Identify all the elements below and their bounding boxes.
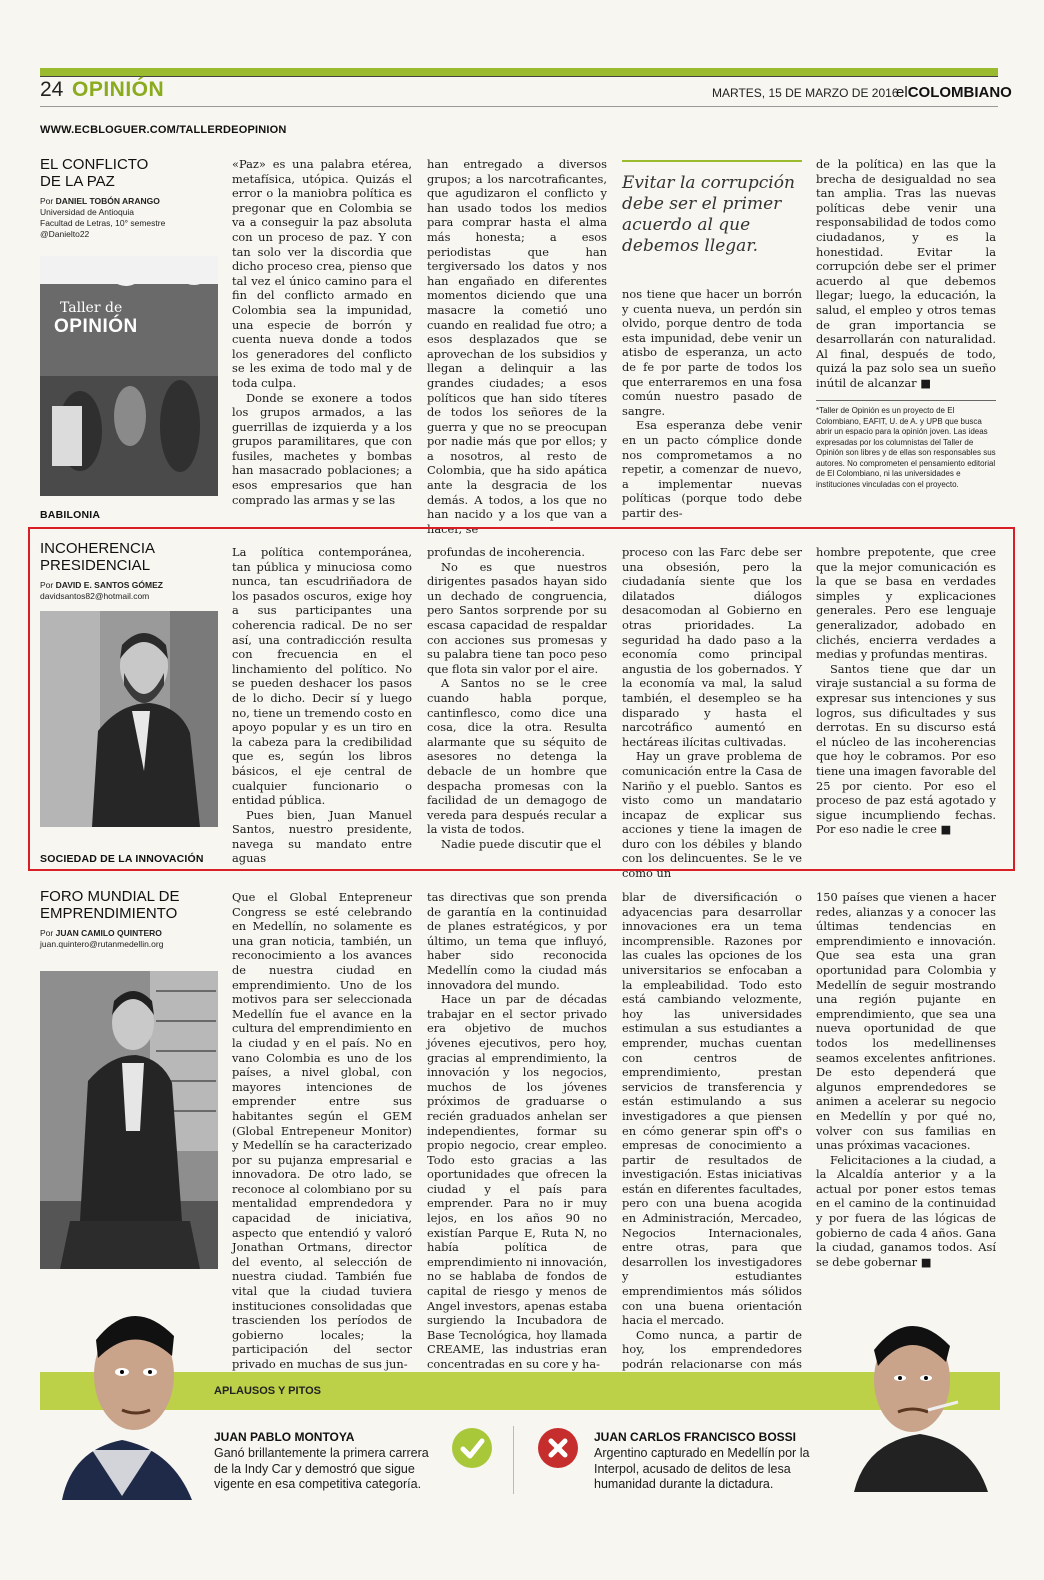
x-icon	[538, 1428, 578, 1468]
author-photo-quintero	[40, 971, 218, 1269]
newspaper-brand	[896, 84, 1012, 101]
article1-footnote: *Taller de Opinión es un proyecto de El Colombiano, EAFIT, U. de A. y UPB que busca abrir un espacio para la opinión joven. Las ideas expresadas por los columnistas del Taller de Opinión son libres y de ellas son responsables sus autores. No comprometen el pensamiento editorial de El Colombiano, ni las universidades e instituciones vinculadas con el proyecto.	[816, 406, 996, 489]
article2-email[interactable]: davidsantos82@hotmail.com	[40, 591, 150, 601]
article3-paragraph: blar de diversificación o adyacencias para desarrollar innovaciones era un tema incomprensible. Razones por las cuales las opciones de los universitarios se enfocaban a la empleabilidad. Todo esto está cambiando velozmente, hoy las universidades estimulan a sus estudiantes a emprender, muchas cuentan con centros de emprendimiento, prestan servicios de transferencia y están estimulando a sus investigadores a que piensen en cómo generar spin off's o empresas de conocimiento a partir de resultados de investigación. Estas iniciativas están en diferentes facultades, pero con una buena acogida en Administración, Mercadeo, Negocios Internacionales, entre otras, para que desarrollen los investigadores y estudiantes emprendimientos más sólidos con una buena orientación hacia el mercado.	[622, 890, 802, 1328]
article1-affiliation2: Facultad de Letras, 10° semestre	[40, 218, 166, 228]
article1-kicker: BABILONIA	[40, 509, 101, 521]
x-icon-glyph	[538, 1428, 578, 1468]
article3-email[interactable]: juan.quintero@rutanmedellin.org	[40, 939, 164, 949]
article2-paragraph: No es que nuestros dirigentes pasados hayan sido un dechado de congruencia, pero Santos sorprende por su escasa capacidad de respaldar con acciones sus promesas y su palabra tiene tan poco peso que flota sin valor por el aire.	[427, 559, 607, 676]
article3-byline	[40, 928, 218, 939]
article1-column3	[622, 287, 802, 521]
article3-paragraph: Como nunca, a partir de hoy, los emprendedores podrán relacionarse con más	[622, 1327, 802, 1371]
author-portrait-quintero	[40, 971, 218, 1269]
whistle-name: JUAN CARLOS FRANCISCO BOSSI	[594, 1430, 797, 1444]
article1-column1	[232, 157, 412, 507]
article1-byline	[40, 196, 218, 207]
article2-title-line2: PRESIDENCIAL	[40, 557, 151, 574]
article3-column2	[427, 890, 607, 1372]
article2-column3	[622, 545, 802, 881]
article3-column1	[232, 890, 412, 1372]
article1-title	[40, 156, 218, 190]
applause-name: JUAN PABLO MONTOYA	[214, 1430, 355, 1444]
article3-title	[40, 888, 218, 922]
article2-paragraph: A Santos no se le cree cuando habla porque, cantinflesco, como dice una cosa, dice la otra. Resulta alarmante que su séquito de asesores no detenga la debacle de un hombre que despacha promesas con la facilidad de un demagogo de vereda para después recular a la vista de todos.	[427, 676, 607, 837]
article2-paragraph: Pues bien, Juan Manuel Santos, nuestro presidente, navega su mandato entre aguas	[232, 807, 412, 866]
issue-date: MARTES, 15 DE MARZO DE 2016	[712, 86, 899, 100]
pullquote-rule	[622, 160, 802, 162]
article1-column4	[816, 157, 996, 391]
article1-paragraph: Donde se exonere a todos los grupos armados, a las guerrillas de izquierda y a los grupos paramilitares, que con fusiles, machetes y bombas han masacrado poblaciones; a esos empresarios que han comprado las armas y se las	[232, 390, 412, 507]
taller-de-opinion-illustration	[40, 256, 218, 496]
article3-sidebar	[40, 888, 218, 950]
article2-paragraph: La política contemporánea, tan pública y minuciosa como nunca, tan escudriñadora de los pasados oscuros, exige hoy a sus participantes una coherencia radical. De no ser así, una contradicción resulta con frecuencia en el linchamiento del político. No se pueden deshacer los pasos de lo dicho. Decir sí y luego no, tiene un tremendo costo en apoyo popular y es un tiro en la cabeza para la credibilidad que es, según los libros básicos, el eje central de cualquier funcionario o entidad pública.	[232, 545, 413, 808]
article1-title-line2: DE LA PAZ	[40, 173, 115, 190]
applause-text: Ganó brillantemente la primera carrera de la Indy Car y demostró que sigue vigente en esa competitiva categoría.	[214, 1446, 429, 1491]
article1-title-line1: EL CONFLICTO	[40, 156, 149, 173]
aplausos-divider	[513, 1426, 514, 1494]
article1-paragraph: han entregado a diversos grupos; a los narcotraficantes, que agudizaron el conflicto y han usado todos los medios para comprar hasta el alma más honesta; a esos periodistas que han tergiversado los datos y nos han engañado en diferentes momentos diciendo que una masacre la cometió uno cuando en realidad fue otro; a esos desplazados que se aprovechan de los subsidios y llegan a delinquir a las grandes ciudades; a esos políticos que han sido títeres de todos los señores de la guerra y que no se preocupan por nadie más que por ellos; y a nosotros, al resto de Colombia, que ha sido apática ante la desgracia de los demás. A todos, a los que no han nacido y a los que van a hacer, se	[427, 157, 607, 536]
article3-column4	[816, 890, 996, 1269]
caricature-bossi	[846, 1302, 996, 1492]
article1-paragraph: Esa esperanza debe venir en un pacto cómplice donde nos comprometamos a no repetir, a comenzar de nuevo, a implementar nuevas políticas (porque todo debe partir des-	[622, 418, 802, 520]
article3-paragraph: Felicitaciones a la ciudad, a la Alcaldía anterior y a la actual por poner estos temas en el camino de la continuidad y por fuera de las lógicas de gobierno de cada 4 años. Gana la ciudad, ganamos todos. Así se debe gobernar ■	[816, 1152, 996, 1269]
article2-paragraph: profundas de incoherencia.	[427, 545, 585, 559]
aplausos-title: APLAUSOS Y PITOS	[214, 1385, 321, 1397]
header-accent-bar	[40, 68, 998, 76]
caricature-montoya	[52, 1300, 202, 1500]
article3-column3	[622, 890, 802, 1401]
author-portrait-santos	[40, 611, 218, 827]
article3-paragraph: 150 países que vienen a hacer redes, alianzas y a conocer las últimas tendencias en emprendimiento e innovación. Que sea esta una gran oportunidad para Colombia y Medellín de seguir mostrando una región pujante en emprendimiento, que sea una nueva oportunidad de que todos los medellinenses seamos excelentes anfitriones. De esto dependerá que algunos emprendedores se animen a acelerar su negocio en Medellín y por qué no, volver con sus familias en unas próximas vacaciones.	[816, 890, 996, 1153]
header-divider	[40, 106, 998, 107]
logo-line2: OPINIÓN	[54, 316, 138, 337]
article2-kicker: SOCIEDAD DE LA INNOVACIÓN	[40, 853, 204, 865]
article3-title-line2: EMPRENDIMIENTO	[40, 905, 178, 922]
article2-author: DAVID E. SANTOS GÓMEZ	[55, 580, 163, 590]
whistle-text: Argentino capturado en Medellín por la Interpol, acusado de delitos de lesa humanidad durante la dictadura.	[594, 1446, 810, 1491]
article1-paragraph: de la política) en las que la brecha de desigualdad no sea tan amplia. Tras las nuevas políticas debe venir una responsabilidad de todos como ciudadanos, y es la honestidad. Evitar la corrupción debe ser el primer acuerdo al que debemos llegar; luego, la educación, la salud, el empleo y otros temas de gran importancia se desarrollarán con naturalidad. Al final, después de todo, quizá la paz solo sea un sueño inútil de alcanzar ■	[816, 157, 996, 390]
article1-column2	[427, 157, 607, 536]
article2-paragraph: Santos tiene que dar un viraje sustancial a su forma de expresar sus intenciones y sus logros, sus dificultades y sus derrotas. En su discurso está el núcleo de las incoherencias que hoy le cobramos. Por eso tiene una imagen favorable del 25 por ciento. Por eso el proceso de paz está agotado y sigue incumpliendo fechas. Por eso nadie le cree ■	[816, 661, 996, 837]
footnote-rule	[816, 400, 996, 401]
brand-prefix: el	[896, 84, 908, 101]
caricature-bossi-illustration	[846, 1302, 996, 1492]
article1-sidebar	[40, 156, 218, 240]
logo-line1: Taller de	[60, 300, 123, 316]
article2-byline	[40, 580, 218, 591]
article3-author: JUAN CAMILO QUINTERO	[55, 928, 162, 938]
section-name: OPINIÓN	[72, 78, 165, 101]
byline-prefix: Por	[40, 580, 54, 590]
header-rule	[40, 76, 998, 77]
article1-affiliation1: Universidad de Antioquia	[40, 207, 135, 217]
article1-paragraph: «Paz» es una palabra etérea, metafísica, utópica. Quizás el error o la maniobra política es pregonar que en Colombia se va a conseguir la paz absoluta con un proceso de paz. Y con tan solo ver la discordia que dicho proceso crea, pienso que tal vez el único camino para el fin del conflicto armado en Colombia sea la impunidad, una especie de borrón y cuenta nueva donde a todos los generadores del conflicto se les exima de todo mal y de toda culpa.	[232, 157, 412, 390]
article2-sidebar	[40, 540, 218, 602]
article2-paragraph: proceso con las Farc debe ser una obsesión, pero la ciudadanía siente que los dilatados diálogos desacomodan al Gobierno en otras prioridades. La seguridad ha dado paso a la economía como principal angustia de los gobernados. Y la economía va mal, la salud también, el desempleo se ha disparado y hasta el narcotráfico aumentó en hectáreas ilícitas cultivadas.	[622, 545, 802, 749]
article1-handle[interactable]: @Danielto22	[40, 229, 90, 239]
article1-author: DANIEL TOBÓN ARANGO	[55, 196, 160, 206]
article3-paragraph: tas directivas que son prenda de garantía en la continuidad de planes estratégicos, y por último, un tema que influyó, haber sido reconocida Medellín como la ciudad más innovadora del mundo.	[427, 890, 607, 992]
taller-de-opinion-logo-image	[40, 256, 218, 496]
article2-column2	[427, 545, 607, 851]
byline-prefix: Por	[40, 196, 54, 206]
article1-pullquote: Evitar la corrupción debe ser el primer acuerdo al que debemos llegar.	[622, 173, 795, 256]
site-url-link[interactable]: WWW.ECBLOGUER.COM/TALLERDEOPINION	[40, 124, 287, 136]
article2-paragraph: hombre prepotente, que cree que la mejor comunicación es la que se basa en verdades simples y explicaciones generales. Pero ese lenguaje generalizador, adobado en clichés, encierra verdades a medias y profundas mentiras.	[816, 545, 996, 662]
check-icon-glyph	[452, 1428, 492, 1468]
brand-name: COLOMBIANO	[907, 84, 1012, 101]
article1-paragraph: nos tiene que hacer un borrón y cuenta nueva, un perdón sin olvido, porque dentro de toda esta impunidad, debe venir un atisbo de esperanza, un acto de fe por parte de todos los que enterraremos en una fosa común nuestro pasado de sangre.	[622, 287, 802, 418]
article2-title	[40, 540, 218, 574]
article2-paragraph: Hay un grave problema de comunicación entre la Casa de Nariño y el pueblo. Santos es visto como un mandatario incapaz de explicar sus acciones y tiene la imagen de duro con los débiles y blando con los delincuentes. Se le ve como un	[622, 749, 802, 881]
article3-paragraph: Hace un par de décadas trabajar en el sector privado era objetivo de muchos jóvenes ejecutivos, pero hoy, gracias al emprendimiento, la innovación y los negocios, muchos de los jóvenes próximos de graduarse o recién graduados anhelan ser independientes, formar su propio negocio, crear empleo. Todo esto gracias a las oportunidades que ofrecen la ciudad y el país para emprender. Para no ir muy lejos, en los años 90 no existían Parque E, Ruta N, no había política de emprendimiento ni innovación, no se hablaba de fondos de capital de riesgo y menos de Angel investors, apenas estaba surgiendo la Incubadora de Base Tecnológica, hoy llamada CREAME, las industrias eran concentradas en su core y ha-	[427, 992, 607, 1371]
article2-title-line1: INCOHERENCIA	[40, 540, 156, 557]
caricature-montoya-illustration	[52, 1300, 202, 1500]
article3-paragraph: Que el Global Entepreneur Congress se esté celebrando en Medellín, no solamente es una gran noticia, también, un reconocimiento a los avances de nuestra ciudad en emprendimiento. Uno de los motivos para ser seleccionada Medellín fue el avance en la cultura del emprendimiento en la ciudad y en el país. No en vano Colombia es uno de los países, a nivel global, con mayores intenciones de emprender entre sus habitantes según el GEM (Global Entrepeneur Monitor) y Medellín se ha caracterizado por su pujanza empresarial e innovadora. De otro lado, se reconoce al colombiano por su mentalidad emprendedora y capacidad de iniciativa, aspecto que entendió y valoró Jonathan Ortmans, director del evento, al selección de nuestra ciudad. También fue vital que la ciudad tuviera instituciones consolidadas que trascienden los períodos de gobierno locales; la participación del sector privado en muchas de sus jun-	[232, 890, 412, 1371]
check-icon	[452, 1428, 492, 1468]
page-number: 24	[40, 78, 64, 101]
article2-column4	[816, 545, 996, 837]
article3-title-line1: FORO MUNDIAL DE	[40, 888, 180, 905]
article2-paragraph: Nadie puede discutir que el	[441, 836, 602, 851]
article2-column1	[232, 545, 412, 866]
author-photo-santos	[40, 611, 218, 827]
byline-prefix: Por	[40, 928, 54, 938]
